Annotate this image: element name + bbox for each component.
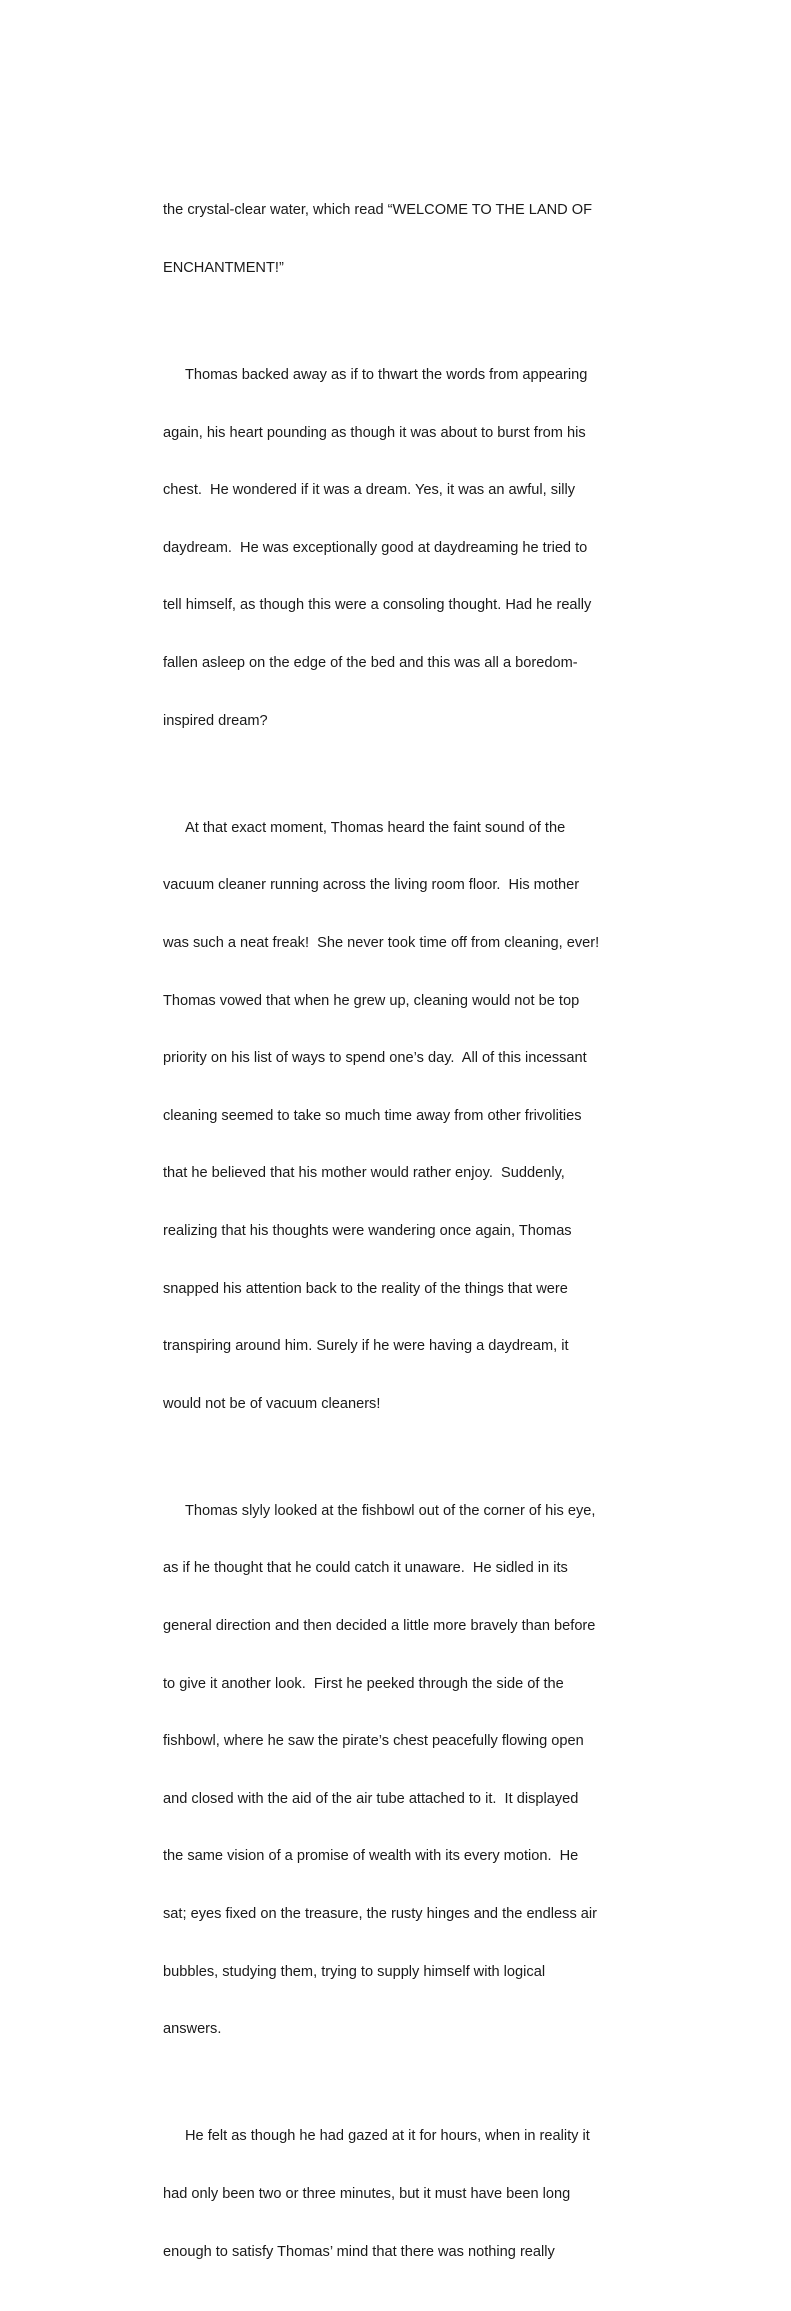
text-line: would not be of vacuum cleaners!	[163, 1395, 381, 1412]
text-line: transpiring around him. Surely if he were having a daydream, it	[163, 1338, 569, 1355]
text-line: the same vision of a promise of wealth with its every motion. He	[163, 1848, 579, 1865]
text-line: the crystal-clear water, which read “WELCOME TO THE LAND OF	[163, 202, 593, 219]
text-line: that he believed that his mother would rather enjoy. Suddenly,	[163, 1165, 565, 1182]
text-line: general direction and then decided a little more bravely than before	[163, 1618, 596, 1635]
text-line: ENCHANTMENT!”	[163, 260, 284, 277]
paragraph	[163, 780, 603, 1452]
text-line: daydream. He was exceptionally good at daydreaming he tried to	[163, 539, 588, 556]
text-line: and closed with the aid of the air tube attached to it. It displayed	[163, 1790, 579, 1807]
text-line: tell himself, as though this were a consoling thought. Had he really	[163, 597, 592, 614]
text-line: snapped his attention back to the reality of the things that were	[163, 1280, 568, 1297]
paragraph	[163, 2089, 603, 2300]
paragraph	[163, 328, 603, 770]
text-line: had only been two or three minutes, but it must have been long	[163, 2185, 571, 2202]
text-line: priority on his list of ways to spend one’s day. All of this incessant	[163, 1050, 587, 1067]
text-line: He felt as though he had gazed at it for hours, when in reality it	[185, 2128, 590, 2145]
text-line: bubbles, studying them, trying to supply himself with logical	[163, 1963, 546, 1980]
text-line: vacuum cleaner running across the living room floor. His mother	[163, 877, 580, 894]
text-line: to give it another look. First he peeked through the side of the	[163, 1675, 564, 1692]
text-line: enough to satisfy Thomas’ mind that there was nothing really	[163, 2243, 555, 2260]
text-line: fallen asleep on the edge of the bed and this was all a boredom-	[163, 655, 578, 672]
text-line: cleaning seemed to take so much time away from other frivolities	[163, 1107, 582, 1124]
text-line: realizing that his thoughts were wandering once again, Thomas	[163, 1222, 572, 1239]
paragraph	[163, 163, 603, 317]
text-line: fishbowl, where he saw the pirate’s chest peacefully flowing open	[163, 1733, 584, 1750]
text-line: chest. He wondered if it was a dream. Yes, it was an awful, silly	[163, 482, 576, 499]
paragraph	[163, 1463, 603, 2078]
text-line: Thomas backed away as if to thwart the words from appearing	[185, 367, 588, 384]
text-line: answers.	[163, 2021, 222, 2038]
text-line: Thomas slyly looked at the fishbowl out of the corner of his eye,	[185, 1502, 596, 1519]
text-line: as if he thought that he could catch it unaware. He sidled in its	[163, 1560, 568, 1577]
text-line: was such a neat freak! She never took time off from cleaning, ever!	[163, 934, 600, 951]
text-line: again, his heart pounding as though it was about to burst from his	[163, 424, 586, 441]
text-line: sat; eyes fixed on the treasure, the rusty hinges and the endless air	[163, 1906, 598, 1923]
text-line: inspired dream?	[163, 712, 268, 729]
text-line: Thomas vowed that when he grew up, cleaning would not be top	[163, 992, 580, 1009]
text-line: At that exact moment, Thomas heard the faint sound of the	[185, 819, 566, 836]
body-text	[163, 163, 603, 2311]
